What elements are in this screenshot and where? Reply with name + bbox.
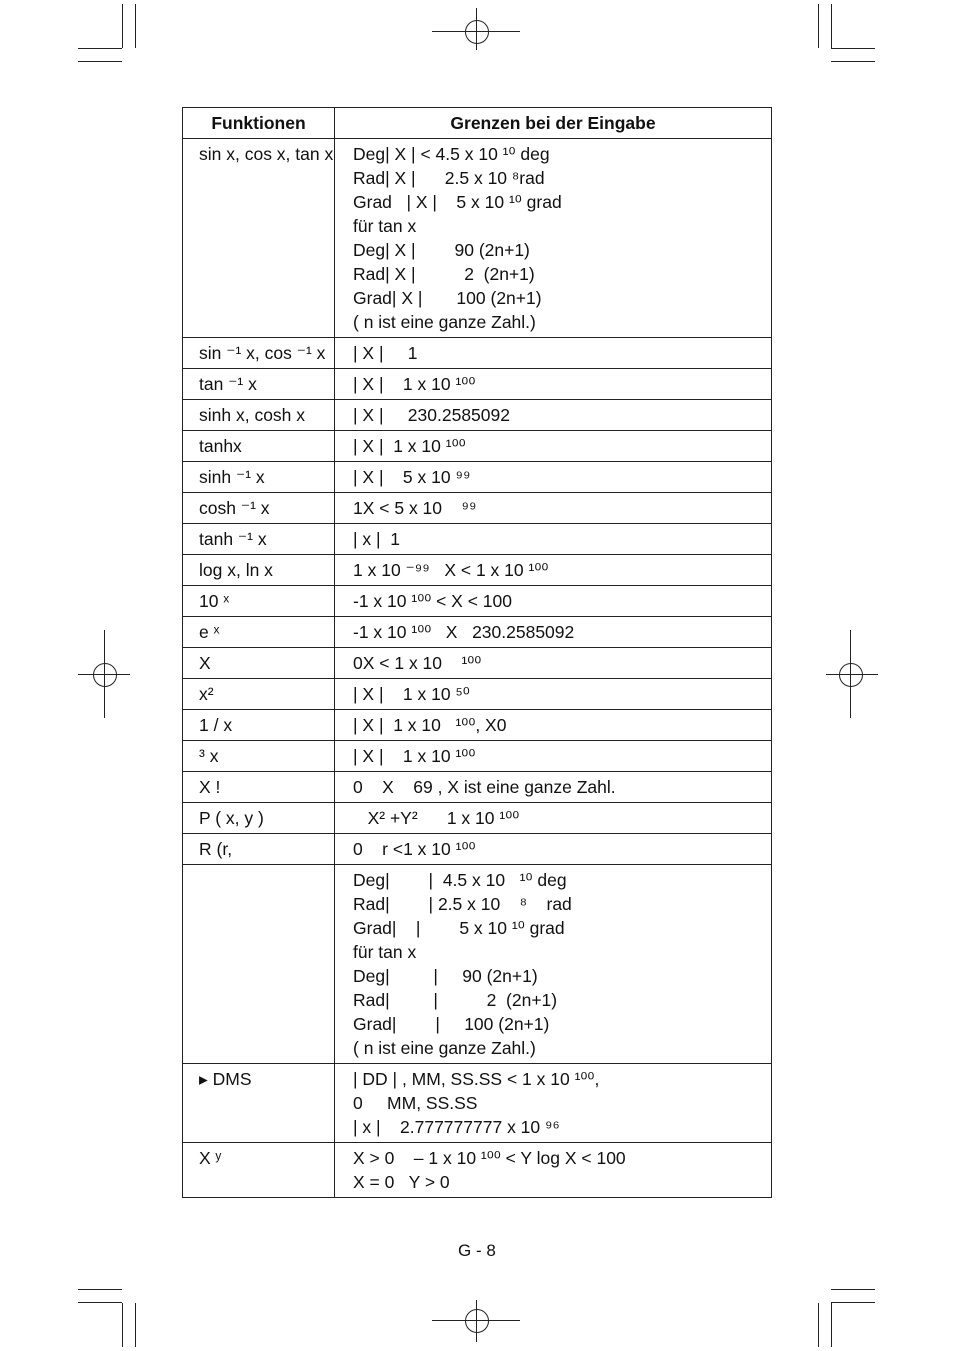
table-row bbox=[183, 400, 772, 431]
function-cell: sinh ⁻¹ x bbox=[183, 462, 335, 493]
limit-cell bbox=[335, 139, 772, 338]
table-row bbox=[183, 462, 772, 493]
function-cell: tan ⁻¹ x bbox=[183, 369, 335, 400]
function-cell: X ! bbox=[183, 772, 335, 803]
limit-line: | X | 1 x 10 ⁵⁰ bbox=[353, 684, 470, 704]
header-limits: Grenzen bei der Eingabe bbox=[335, 108, 772, 139]
limit-cell bbox=[335, 493, 772, 524]
function-cell: 10 ˣ bbox=[183, 586, 335, 617]
limit-line: 0X < 1 x 10 ¹⁰⁰ bbox=[353, 653, 482, 673]
limit-line: | X | 1 x 10 ¹⁰⁰ bbox=[353, 436, 466, 456]
limit-line: | X | 1 bbox=[353, 343, 418, 363]
limit-line: Rad| X | 2 (2n+1) bbox=[353, 264, 535, 284]
limit-line: | DD | , MM, SS.SS < 1 x 10 ¹⁰⁰, bbox=[353, 1069, 600, 1089]
function-cell bbox=[183, 865, 335, 1064]
limit-line: | X | 5 x 10 ⁹⁹ bbox=[353, 467, 471, 487]
function-cell: x² bbox=[183, 679, 335, 710]
limit-line: für tan x bbox=[353, 216, 417, 236]
function-cell: P ( x, y ) bbox=[183, 803, 335, 834]
limit-cell bbox=[335, 586, 772, 617]
limit-cell bbox=[335, 803, 772, 834]
limit-line: Grad | X | 5 x 10 ¹⁰ grad bbox=[353, 192, 562, 212]
function-cell: ▸ DMS bbox=[183, 1064, 335, 1143]
table-row bbox=[183, 369, 772, 400]
function-cell: log x, ln x bbox=[183, 555, 335, 586]
function-cell: ³ x bbox=[183, 741, 335, 772]
table-row bbox=[183, 834, 772, 865]
limit-line: | X | 1 x 10 ¹⁰⁰ bbox=[353, 746, 476, 766]
table-row bbox=[183, 648, 772, 679]
table-row bbox=[183, 338, 772, 369]
limit-line: | x | 1 bbox=[353, 529, 401, 549]
limit-line: -1 x 10 ¹⁰⁰ X 230.2585092 bbox=[353, 622, 575, 642]
limit-line: Grad| | 100 (2n+1) bbox=[353, 1014, 550, 1034]
limit-line: Rad| | 2.5 x 10 ⁸ rad bbox=[353, 894, 572, 914]
header-functions: Funktionen bbox=[183, 108, 335, 139]
table-row bbox=[183, 493, 772, 524]
limit-line: | X | 1 x 10 ¹⁰⁰, X0 bbox=[353, 715, 507, 735]
limit-line: 0 X 69 , X ist eine ganze Zahl. bbox=[353, 777, 616, 797]
page-number: G - 8 bbox=[458, 1241, 496, 1260]
limit-line: für tan x bbox=[353, 942, 417, 962]
limit-line: 0 MM, SS.SS bbox=[353, 1093, 478, 1113]
function-cell: sin x, cos x, tan x bbox=[183, 139, 335, 338]
function-cell: tanh ⁻¹ x bbox=[183, 524, 335, 555]
limit-cell bbox=[335, 648, 772, 679]
limit-cell bbox=[335, 400, 772, 431]
function-cell: sin ⁻¹ x, cos ⁻¹ x bbox=[183, 338, 335, 369]
limits-table bbox=[182, 107, 772, 1198]
table-row bbox=[183, 710, 772, 741]
limit-cell bbox=[335, 679, 772, 710]
limit-cell bbox=[335, 865, 772, 1064]
table-row bbox=[183, 803, 772, 834]
limit-line: X² +Y² 1 x 10 ¹⁰⁰ bbox=[353, 808, 520, 828]
limit-cell bbox=[335, 524, 772, 555]
table-row bbox=[183, 865, 772, 1064]
limit-cell bbox=[335, 1064, 772, 1143]
limit-cell bbox=[335, 1143, 772, 1198]
limit-line: Deg| | 4.5 x 10 ¹⁰ deg bbox=[353, 870, 567, 890]
limit-line: 1 x 10 ⁻⁹⁹ X < 1 x 10 ¹⁰⁰ bbox=[353, 560, 549, 580]
table-row bbox=[183, 431, 772, 462]
limit-line: -1 x 10 ¹⁰⁰ < X < 100 bbox=[353, 591, 512, 611]
limit-line: 1X < 5 x 10 ⁹⁹ bbox=[353, 498, 477, 518]
table-row bbox=[183, 679, 772, 710]
function-cell: X ʸ bbox=[183, 1143, 335, 1198]
limit-cell bbox=[335, 555, 772, 586]
limit-line: ( n ist eine ganze Zahl.) bbox=[353, 1038, 536, 1058]
limit-line: Deg| | 90 (2n+1) bbox=[353, 966, 538, 986]
limit-cell bbox=[335, 710, 772, 741]
limit-line: X = 0 Y > 0 bbox=[353, 1172, 450, 1192]
table-row bbox=[183, 555, 772, 586]
function-cell: sinh x, cosh x bbox=[183, 400, 335, 431]
limit-cell bbox=[335, 431, 772, 462]
limit-line: Deg| X | 90 (2n+1) bbox=[353, 240, 530, 260]
limit-cell bbox=[335, 772, 772, 803]
limit-line: | X | 230.2585092 bbox=[353, 405, 510, 425]
function-cell: e ˣ bbox=[183, 617, 335, 648]
limit-cell bbox=[335, 338, 772, 369]
limit-cell bbox=[335, 834, 772, 865]
limit-line: Grad| | 5 x 10 ¹⁰ grad bbox=[353, 918, 565, 938]
limit-cell bbox=[335, 369, 772, 400]
function-cell: R (r, bbox=[183, 834, 335, 865]
limit-line: Rad| | 2 (2n+1) bbox=[353, 990, 558, 1010]
limit-cell bbox=[335, 741, 772, 772]
limit-line: Rad| X | 2.5 x 10 ⁸rad bbox=[353, 168, 545, 188]
table-row bbox=[183, 741, 772, 772]
function-cell: cosh ⁻¹ x bbox=[183, 493, 335, 524]
table-row bbox=[183, 586, 772, 617]
table-row bbox=[183, 524, 772, 555]
limit-line: | X | 1 x 10 ¹⁰⁰ bbox=[353, 374, 476, 394]
table-row bbox=[183, 139, 772, 338]
table-header bbox=[183, 108, 772, 139]
limit-line: Grad| X | 100 (2n+1) bbox=[353, 288, 542, 308]
limit-line: Deg| X | < 4.5 x 10 ¹⁰ deg bbox=[353, 144, 550, 164]
limit-cell bbox=[335, 617, 772, 648]
table-row bbox=[183, 1064, 772, 1143]
function-cell: X bbox=[183, 648, 335, 679]
limit-cell bbox=[335, 462, 772, 493]
table-row bbox=[183, 772, 772, 803]
function-cell: 1 / x bbox=[183, 710, 335, 741]
limit-line: ( n ist eine ganze Zahl.) bbox=[353, 312, 536, 332]
limit-line: | x | 2.777777777 x 10 ⁹⁶ bbox=[353, 1117, 560, 1137]
function-cell: tanhx bbox=[183, 431, 335, 462]
limit-line: X > 0 – 1 x 10 ¹⁰⁰ < Y log X < 100 bbox=[353, 1148, 626, 1168]
table-row bbox=[183, 617, 772, 648]
table-row bbox=[183, 1143, 772, 1198]
limit-line: 0 r <1 x 10 ¹⁰⁰ bbox=[353, 839, 476, 859]
